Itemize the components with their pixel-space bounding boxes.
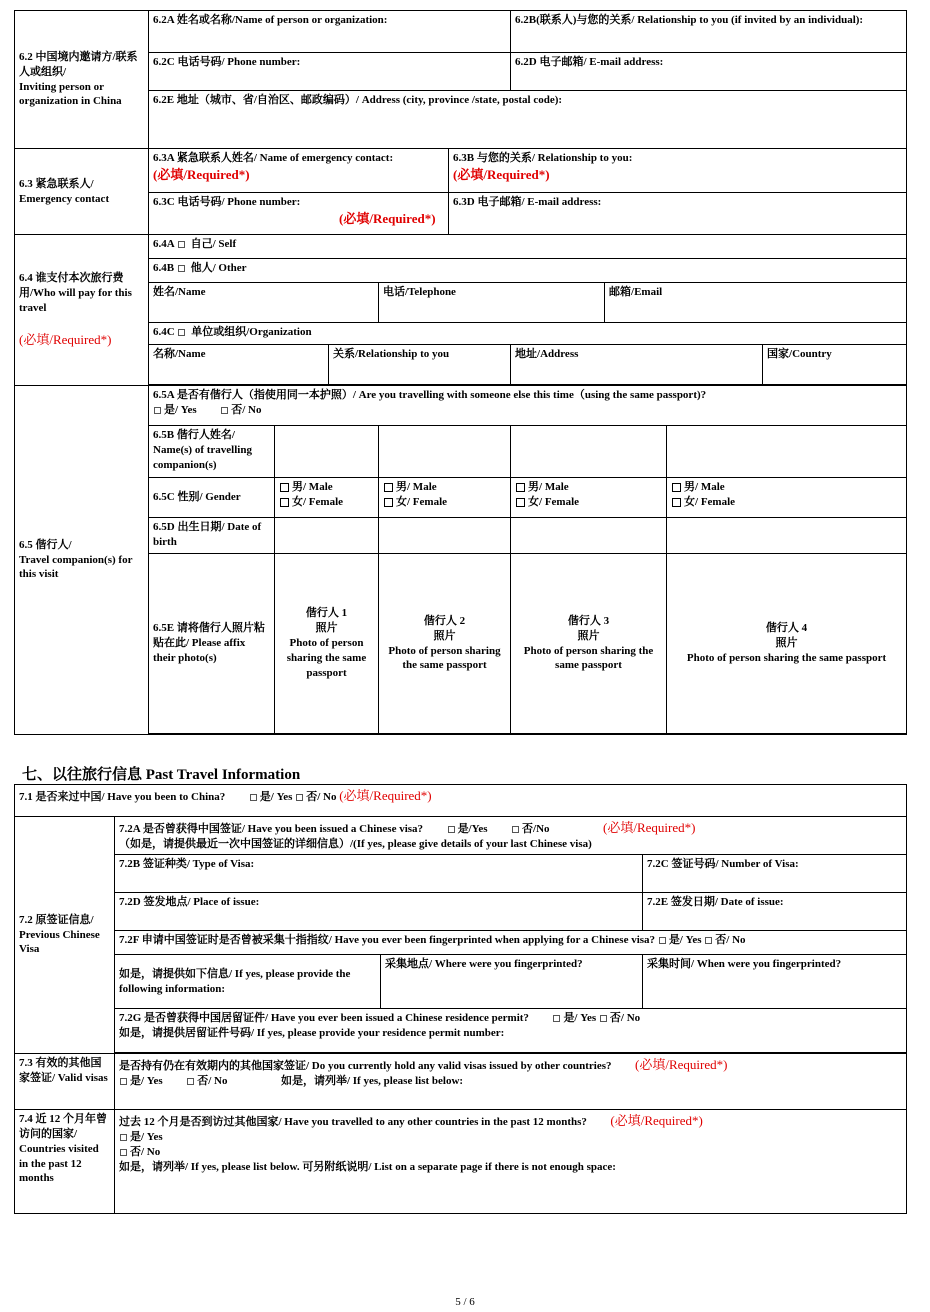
section-7-3-label: 7.3 有效的其他国家签证/ Valid visas [15, 1054, 115, 1110]
section-6-2-label: 6.2 中国境内邀请方/联系人或组织/ Inviting person or organization in China [15, 11, 149, 149]
photo-slot-4[interactable]: 偕行人 4 照片 Photo of person sharing the same passport [667, 554, 907, 734]
option-6-4c[interactable]: 6.4C 单位或组织/Organization [149, 323, 907, 345]
field-6-2b[interactable]: 6.2B(联系人)与您的关系/ Relationship to you (if invited by an individual): [511, 11, 907, 53]
label-6-5d: 6.5D 出生日期/ Date of birth [149, 518, 275, 554]
field-6-4-org-name[interactable]: 名称/Name [149, 345, 329, 385]
checkbox-icon[interactable] [516, 498, 525, 507]
required-mark: (必填/Required*) [635, 1057, 728, 1072]
field-6-4-email[interactable]: 邮箱/Email [605, 283, 907, 323]
field-6-2e[interactable]: 6.2E 地址（城市、省/自治区、邮政编码）/ Address (city, province /state, postal code): [149, 91, 907, 149]
section-6-3-label: 6.3 紧急联系人/ Emergency contact [15, 149, 149, 235]
required-mark: (必填/Required*) [453, 166, 550, 182]
companion-2-name[interactable] [379, 426, 511, 478]
section-7-2-label: 7.2 原签证信息/ Previous Chinese Visa [15, 817, 115, 1054]
companion-1-dob[interactable] [275, 518, 379, 554]
field-6-3d[interactable]: 6.3D 电子邮箱/ E-mail address: [449, 193, 907, 235]
checkbox-icon[interactable] [280, 483, 289, 492]
checkbox-icon[interactable] [384, 483, 393, 492]
required-mark: (必填/Required*) [339, 788, 432, 803]
field-7-2b[interactable]: 7.2B 签证种类/ Type of Visa: [115, 855, 643, 893]
field-7-2c[interactable]: 7.2C 签证号码/ Number of Visa: [643, 855, 907, 893]
field-6-2a[interactable]: 6.2A 姓名或名称/Name of person or organization: [149, 11, 511, 53]
question-7-2g: 7.2G 是否曾获得中国居留证件/ Have you ever been issued a Chinese residence permit? 是/ Yes 否/ No 如是，请提供居留证件号码/ If yes, please provide your residence permit number: [115, 1009, 907, 1053]
required-mark: (必填/Required*) [19, 331, 112, 347]
field-6-2d[interactable]: 6.2D 电子邮箱/ E-mail address: [511, 53, 907, 91]
section-6-5-label: 6.5 偕行人/ Travel companion(s) for this visit [15, 386, 149, 735]
question-6-5a: 6.5A 是否有偕行人（指使用同一本护照）/ Are you travelling with someone else this time（using the same passport)? 是/ Yes 否/ No [149, 386, 907, 426]
field-7-2f-when[interactable]: 采集时间/ When were you fingerprinted? [643, 955, 907, 1009]
field-7-2d[interactable]: 7.2D 签发地点/ Place of issue: [115, 893, 643, 931]
section-7-title: 七、以往旅行信息 Past Travel Information [22, 767, 301, 783]
checkbox-icon[interactable] [280, 498, 289, 507]
checkbox-icon[interactable] [384, 498, 393, 507]
field-6-2c[interactable]: 6.2C 电话号码/ Phone number: [149, 53, 511, 91]
checkbox-icon[interactable] [120, 1149, 127, 1156]
companion-3-name[interactable] [511, 426, 667, 478]
checkbox-icon[interactable] [659, 937, 666, 944]
checkbox-icon[interactable] [672, 483, 681, 492]
checkbox-icon[interactable] [221, 407, 228, 414]
question-7-4: 过去 12 个月是否到访过其他国家/ Have you travelled to any other countries in the past 12 months? (必填/Required*) 是/ Yes 否/ No 如是，请列举/ If yes, please list below. 可另附纸说明/ List on a separate page if there is not enough space: [115, 1110, 907, 1214]
companion-3-dob[interactable] [511, 518, 667, 554]
companion-1-gender[interactable]: 男/ Male 女/ Female [275, 478, 379, 518]
section-6-4-label: 6.4 谁支付本次旅行费用/Who will pay for this travel (必填/Required*) [15, 235, 149, 386]
companion-3-gender[interactable]: 男/ Male 女/ Female [511, 478, 667, 518]
field-6-4-name[interactable]: 姓名/Name [149, 283, 379, 323]
checkbox-icon[interactable] [178, 329, 185, 336]
companion-2-gender[interactable]: 男/ Male 女/ Female [379, 478, 511, 518]
required-mark: (必填/Required*) [603, 820, 696, 835]
question-7-1: 7.1 是否来过中国/ Have you been to China? 是/ Yes 否/ No (必填/Required*) [15, 785, 907, 817]
section-7-4-label: 7.4 近 12 个月年曾访问的国家/ Countries visited in the past 12 months [15, 1110, 115, 1214]
checkbox-icon[interactable] [600, 1015, 607, 1022]
companion-4-name[interactable] [667, 426, 907, 478]
question-7-2f: 7.2F 申请中国签证时是否曾被采集十指指纹/ Have you ever been fingerprinted when applying for a Chinese visa? 是/ Yes 否/ No [115, 931, 907, 955]
photo-slot-1[interactable]: 偕行人 1 照片 Photo of person sharing the same passport [275, 554, 379, 734]
photo-slot-3[interactable]: 偕行人 3 照片 Photo of person sharing the same passport [511, 554, 667, 734]
checkbox-icon[interactable] [516, 483, 525, 492]
question-7-2a: 7.2A 是否曾获得中国签证/ Have you been issued a Chinese visa? 是/Yes 否/No (必填/Required*) （如是，请提供最近一次中国签证的详细信息）/(If yes, please give details of your last Chinese visa) [115, 817, 907, 855]
photo-slot-2[interactable]: 偕行人 2 照片 Photo of person sharing the same passport [379, 554, 511, 734]
required-mark: (必填/Required*) [153, 166, 250, 182]
checkbox-icon[interactable] [178, 241, 185, 248]
field-6-4-country[interactable]: 国家/Country [763, 345, 907, 385]
checkbox-icon[interactable] [178, 265, 185, 272]
field-7-2e[interactable]: 7.2E 签发日期/ Date of issue: [643, 893, 907, 931]
required-mark: (必填/Required*) [339, 210, 436, 226]
option-6-4b[interactable]: 6.4B 他人/ Other [149, 259, 907, 283]
section-7-table [14, 784, 907, 1214]
field-6-3a[interactable]: 6.3A 紧急联系人姓名/ Name of emergency contact: (必填/Required*) [149, 149, 449, 193]
companion-4-gender[interactable]: 男/ Male 女/ Female [667, 478, 907, 518]
companion-2-dob[interactable] [379, 518, 511, 554]
checkbox-icon[interactable] [296, 794, 303, 801]
checkbox-icon[interactable] [187, 1078, 194, 1085]
checkbox-icon[interactable] [705, 937, 712, 944]
label-6-5b: 6.5B 偕行人姓名/ Name(s) of travelling companion(s) [149, 426, 275, 478]
label-6-5e: 6.5E 请将偕行人照片粘贴在此/ Please affix their photo(s) [149, 554, 275, 734]
checkbox-icon[interactable] [448, 826, 455, 833]
checkbox-icon[interactable] [120, 1078, 127, 1085]
option-6-4a[interactable]: 6.4A 自己/ Self [149, 235, 907, 259]
question-7-3: 是否持有仍在有效期内的其他国家签证/ Do you currently hold any valid visas issued by other countries? (必填/Required*) 是/ Yes 否/ No 如是，请列举/ If yes, please list below: [115, 1054, 907, 1110]
page-number: 5 / 6 [455, 1296, 475, 1308]
label-6-5c: 6.5C 性别/ Gender [149, 478, 275, 518]
label-7-2f-if-yes: 如是，请提供如下信息/ If yes, please provide the following information: [115, 955, 381, 1009]
companion-1-name[interactable] [275, 426, 379, 478]
checkbox-icon[interactable] [672, 498, 681, 507]
checkbox-icon[interactable] [250, 794, 257, 801]
field-6-3b[interactable]: 6.3B 与您的关系/ Relationship to you: (必填/Required*) [449, 149, 907, 193]
checkbox-icon[interactable] [154, 407, 161, 414]
required-mark: (必填/Required*) [610, 1113, 703, 1128]
section-6-table [14, 10, 907, 735]
checkbox-icon[interactable] [120, 1134, 127, 1141]
field-6-4-relationship[interactable]: 关系/Relationship to you [329, 345, 511, 385]
companion-4-dob[interactable] [667, 518, 907, 554]
checkbox-icon[interactable] [512, 826, 519, 833]
field-6-4-telephone[interactable]: 电话/Telephone [379, 283, 605, 323]
field-7-2f-where[interactable]: 采集地点/ Where were you fingerprinted? [381, 955, 643, 1009]
checkbox-icon[interactable] [553, 1015, 560, 1022]
field-6-3c[interactable]: 6.3C 电话号码/ Phone number: (必填/Required*) [149, 193, 449, 235]
field-6-4-address[interactable]: 地址/Address [511, 345, 763, 385]
